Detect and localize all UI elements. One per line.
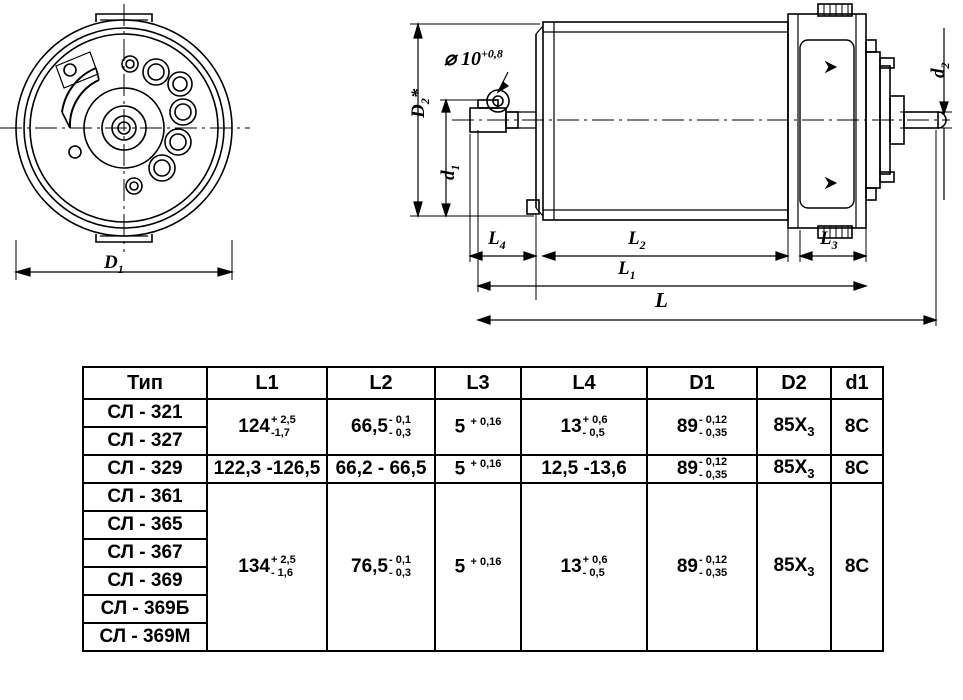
endplate-chamfer-1: [536, 26, 543, 34]
L4-dimension: [470, 134, 536, 300]
flange-arrow-top: [826, 62, 836, 72]
label-L4: $L_4$: [488, 228, 506, 252]
front-bolt-7-inner: [130, 182, 138, 190]
front-bolt-6-inner: [154, 160, 170, 176]
front-bolt-5: [165, 129, 191, 155]
col-head-l4: L4: [521, 367, 647, 399]
label-d2-right: $d_2$: [928, 62, 952, 78]
col-head-l3: L3: [435, 367, 521, 399]
front-bolt-3: [168, 72, 192, 96]
cell-type: СЛ - 365: [83, 511, 207, 539]
front-bolt-6: [149, 155, 175, 181]
label-L2: $L_2$: [628, 228, 646, 252]
cell-l4: 13 + 0,6 - 0,5: [521, 483, 647, 651]
cell-l1: 134 + 2,5 - 1,6: [207, 483, 327, 651]
front-bolt-4-inner: [175, 104, 191, 120]
front-bolt-3-inner: [173, 77, 187, 91]
cell-l3: 5 $^{+ 0,16}$: [435, 399, 521, 455]
front-bolt-2-inner: [148, 64, 164, 80]
front-bolt-1-inner: [126, 60, 134, 68]
col-head-type: Тип: [83, 367, 207, 399]
label-D1-front: $D_1$: [104, 252, 124, 276]
table-row: [83, 455, 883, 483]
cell-type: СЛ - 367: [83, 539, 207, 567]
front-small-hole-1: [64, 64, 76, 76]
cell-d2: $85X_3$: [757, 483, 831, 651]
front-arc-cap-1: [62, 112, 70, 128]
table-row: [83, 399, 883, 427]
cell-l2: 66,2 - 66,5: [327, 455, 435, 483]
flange-arrow-bottom: [826, 178, 836, 188]
hole-leader: [498, 72, 508, 92]
motor-body: [543, 22, 788, 220]
col-head-l1: L1: [207, 367, 327, 399]
spec-table-wrap: [82, 366, 882, 652]
front-small-hole-2: [69, 146, 81, 158]
label-hole-10: ⌀ $10^{+0,8}$: [444, 46, 503, 70]
cell-d1: 8C: [831, 399, 883, 455]
label-L1: $L_1$: [618, 258, 636, 282]
cell-l4: 13 + 0,6 - 0,5: [521, 399, 647, 455]
label-D2-side: $D_2*$: [408, 88, 432, 118]
col-head-d1small: d1: [831, 367, 883, 399]
body-tab: [527, 200, 539, 214]
spec-table: [82, 366, 884, 652]
d2-right-dimension: [900, 28, 952, 200]
cell-type: СЛ - 369М: [83, 623, 207, 651]
table-body: [83, 399, 883, 651]
d1-side-dimension: [440, 100, 478, 216]
cell-l2: 66,5 - 0,1 - 0,3: [327, 399, 435, 455]
cell-l3: 5 $^{+ 0,16}$: [435, 483, 521, 651]
cell-d1: 89 - 0,12 - 0,35: [647, 455, 757, 483]
label-d1-side: $d_1$: [438, 164, 462, 180]
cell-d1: 89 - 0,12 - 0,35: [647, 399, 757, 455]
front-bolt-2: [143, 59, 169, 85]
shaft-lug-bottom-2: [866, 188, 876, 200]
label-L: L: [655, 288, 668, 312]
cell-l3: 5 $^{+ 0,16}$: [435, 455, 521, 483]
table-row: [83, 483, 883, 511]
L-dimension: [478, 130, 936, 326]
front-centerlines: [0, 4, 250, 252]
cell-type: СЛ - 329: [83, 455, 207, 483]
flange-window: [800, 40, 854, 208]
cell-l2: 76,5 - 0,1 - 0,3: [327, 483, 435, 651]
cell-d1: 89 - 0,12 - 0,35: [647, 483, 757, 651]
cell-d2: $85X_3$: [757, 399, 831, 455]
cell-d1: 8C: [831, 455, 883, 483]
label-L3: $L_3$: [820, 228, 838, 252]
cell-type: СЛ - 361: [83, 483, 207, 511]
cell-type: СЛ - 369: [83, 567, 207, 595]
cell-type: СЛ - 327: [83, 427, 207, 455]
cell-type: СЛ - 369Б: [83, 595, 207, 623]
cell-type: СЛ - 321: [83, 399, 207, 427]
front-bolt-7: [126, 178, 142, 194]
table-header-row: [83, 367, 883, 399]
col-head-d2: D2: [757, 367, 831, 399]
cell-d2: $85X_3$: [757, 455, 831, 483]
cell-l1: 122,3 -126,5: [207, 455, 327, 483]
col-head-d1: D1: [647, 367, 757, 399]
cell-l4: 12,5 -13,6: [521, 455, 647, 483]
col-head-l2: L2: [327, 367, 435, 399]
cell-d1: 8C: [831, 483, 883, 651]
shaft-lug-top-2: [866, 40, 876, 52]
front-bolt-5-inner: [170, 134, 186, 150]
cell-l1: 124 + 2,5 -1,7: [207, 399, 327, 455]
L2-dimension: [543, 228, 788, 262]
front-bolt-4: [170, 99, 196, 125]
d1-dimension: [16, 240, 232, 280]
